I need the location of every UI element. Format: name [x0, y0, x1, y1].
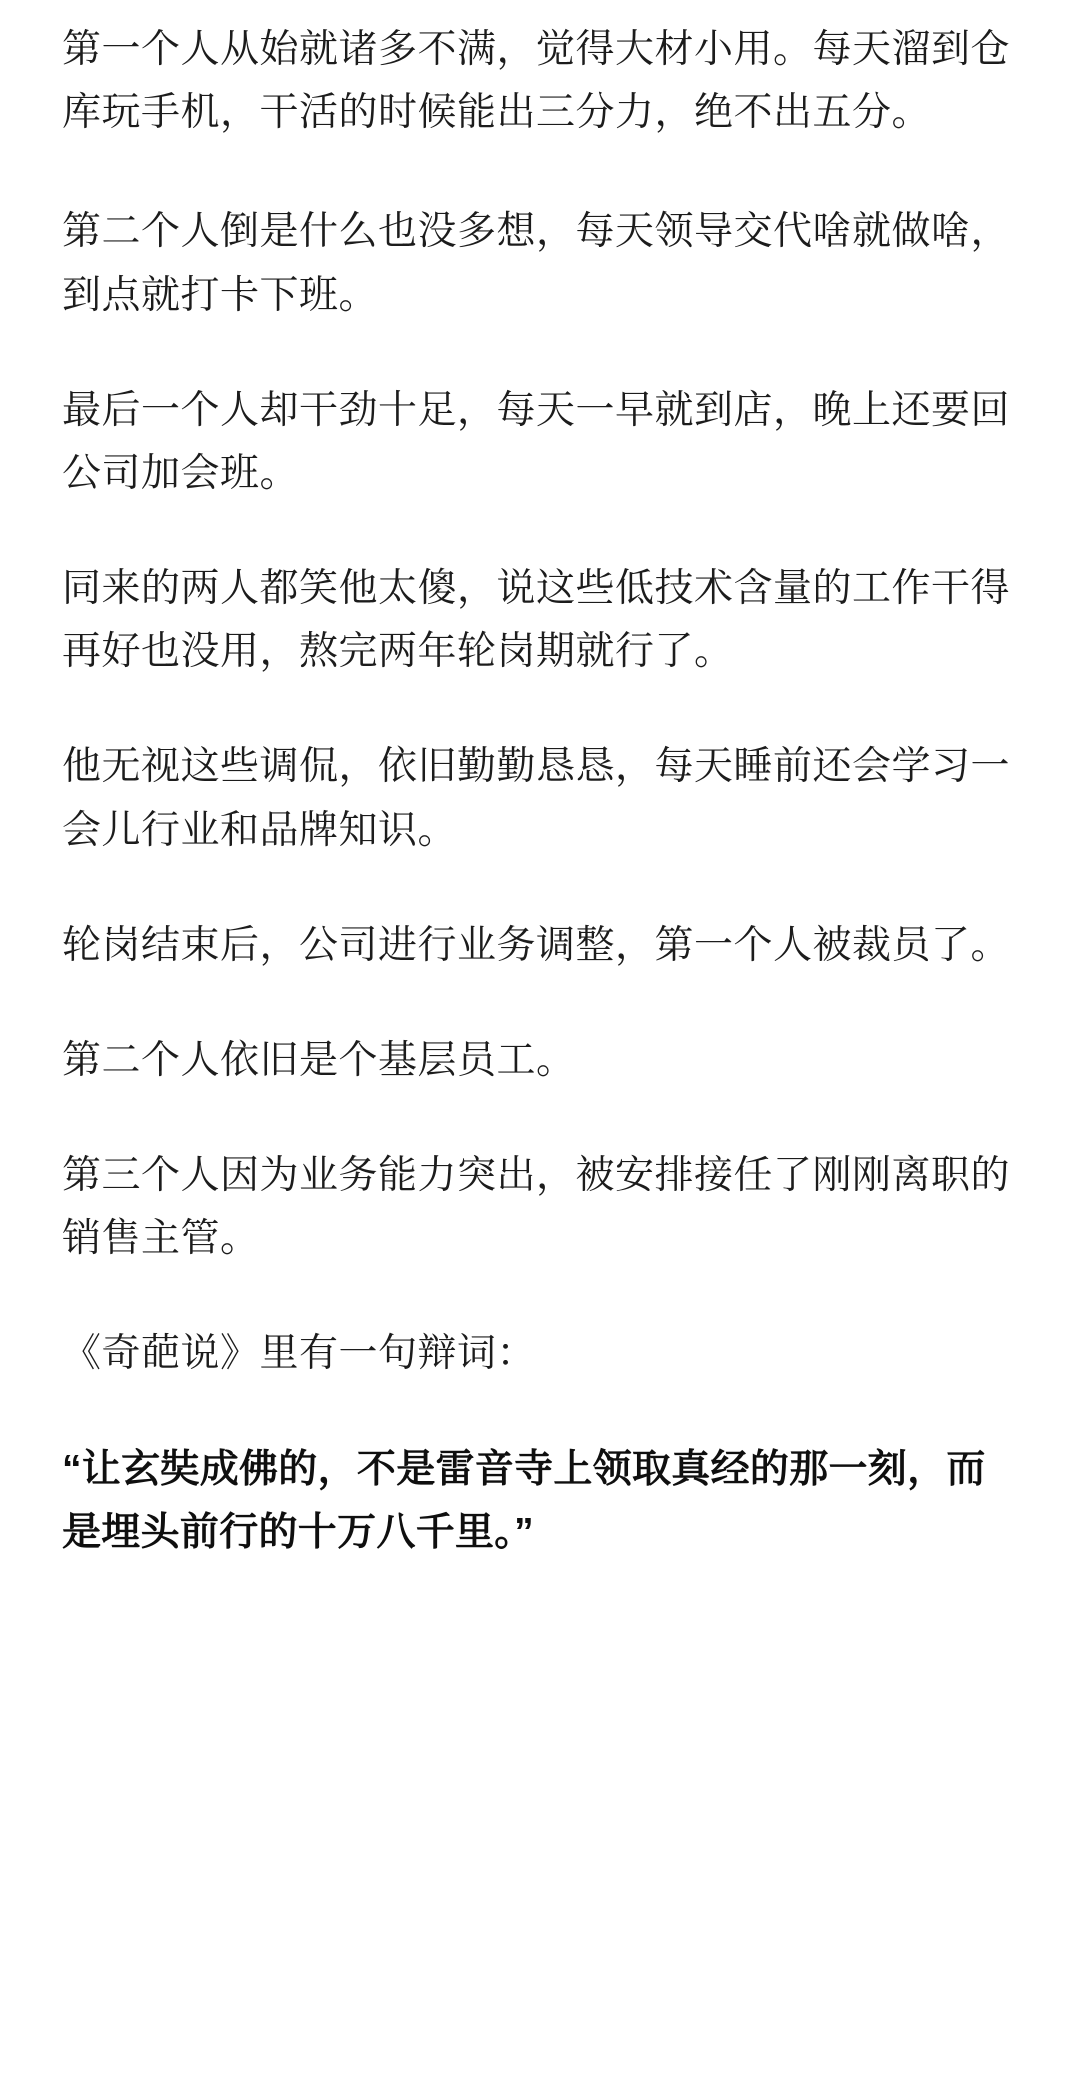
- paragraph: 《奇葩说》里有一句辩词：: [62, 1332, 537, 1376]
- pull-quote: “让玄奘成佛的，不是雷音寺上领取真经的那一刻，而是埋头前行的十万八千里。”: [62, 1447, 986, 1554]
- paragraph: 第二个人依旧是个基层员工。: [62, 1038, 576, 1082]
- paragraph: 同来的两人都笑他太傻，说这些低技术含量的工作干得再好也没用，熬完两年轮岗期就行了。: [62, 567, 1011, 674]
- paragraph: 第三个人因为业务能力突出，被安排接任了刚刚离职的销售主管。: [62, 1154, 1011, 1261]
- paragraph: 第二个人倒是什么也没多想，每天领导交代啥就做啥，到点就打卡下班。: [62, 210, 1011, 317]
- paragraph: 轮岗结束后，公司进行业务调整，第一个人被裁员了。: [62, 923, 1011, 967]
- paragraph: 他无视这些调侃，依旧勤勤恳恳，每天睡前还会学习一会儿行业和品牌知识。: [62, 745, 1011, 852]
- paragraph: 第一个人从始就诸多不满，觉得大材小用。每天溜到仓库玩手机，干活的时候能出三分力，绝不出五分。: [62, 28, 1011, 135]
- paragraph: 最后一个人却干劲十足，每天一早就到店，晚上还要回公司加会班。: [62, 388, 1011, 495]
